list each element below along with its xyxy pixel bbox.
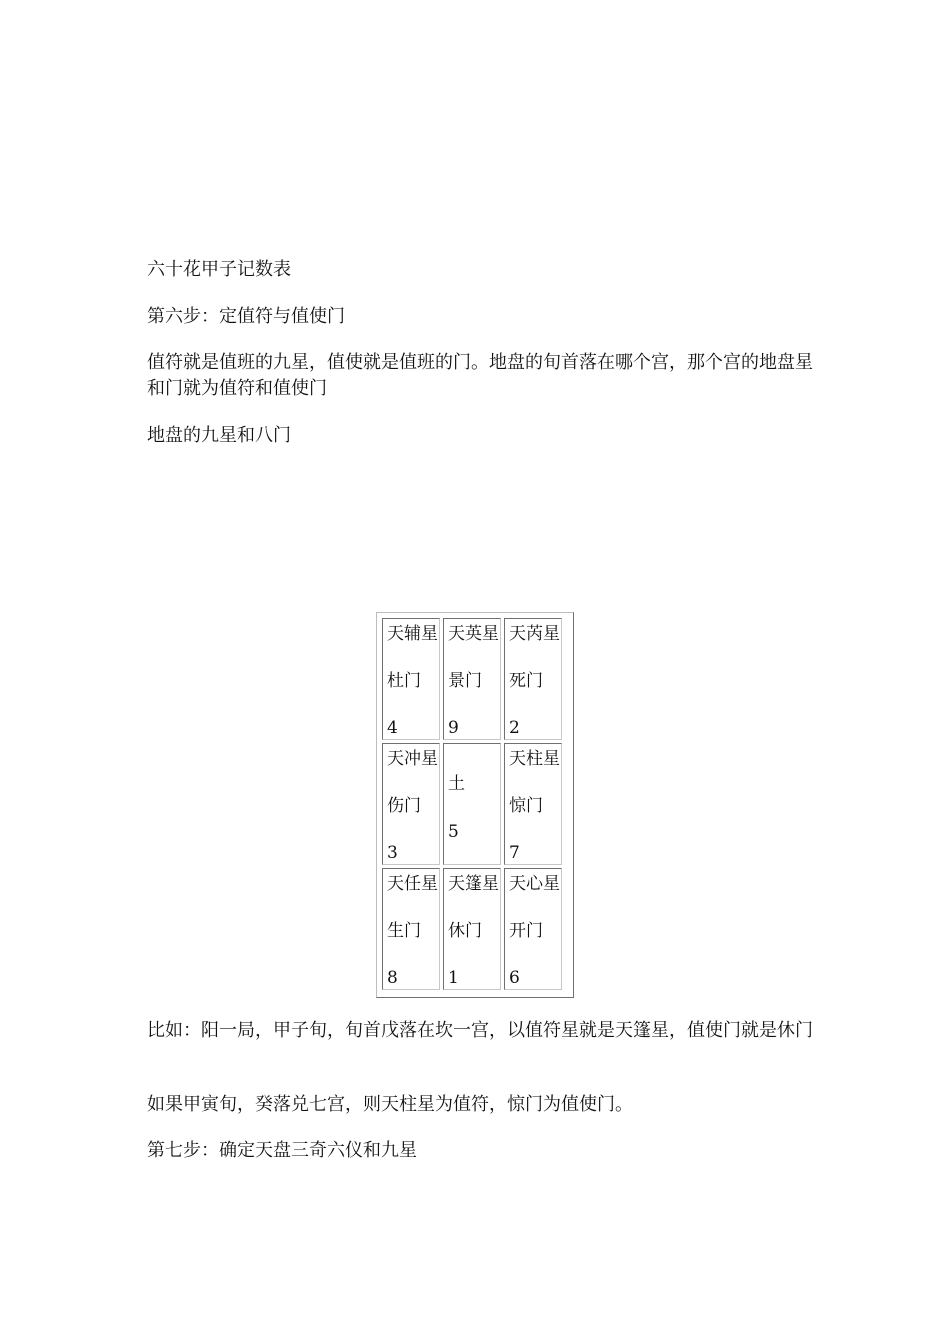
star-name: 天芮星 — [509, 624, 560, 644]
earth-plate-caption: 地盘的九星和八门 — [147, 425, 291, 446]
door-name: 死门 — [509, 671, 543, 691]
palace-number: 9 — [448, 718, 459, 738]
door-name: 景门 — [448, 671, 482, 691]
door-name: 开门 — [509, 921, 543, 941]
palace-cell-4 — [382, 618, 440, 740]
star-name: 天任星 — [387, 874, 438, 894]
door-name: 伤门 — [387, 796, 421, 816]
zhifu-zhishi-explanation: 值符就是值班的九星，值使就是值班的门。地盘的旬首落在哪个宫，那个宫的地盘星和门就为值符和值使门 — [147, 352, 813, 399]
table-row — [382, 618, 562, 740]
palace-number: 7 — [509, 843, 520, 863]
palace-cell-6 — [504, 868, 562, 990]
palace-cell-1 — [443, 868, 501, 990]
star-name: 天心星 — [509, 874, 560, 894]
example-yang-one: 比如：阳一局，甲子旬，旬首戊落在坎一宫，以值符星就是天篷星，值使门就是休门 — [147, 1020, 813, 1041]
table-row — [382, 743, 562, 865]
door-name: 惊门 — [509, 796, 543, 816]
palace-number: 5 — [448, 822, 459, 842]
step-seven-heading: 第七步：确定天盘三奇六仪和九星 — [147, 1140, 417, 1161]
palace-cell-7 — [504, 743, 562, 865]
earth-element: 土 — [448, 774, 465, 794]
heading-sixty-jiazi-table: 六十花甲子记数表 — [147, 259, 291, 280]
star-name: 天英星 — [448, 624, 499, 644]
nine-palace-table — [376, 612, 574, 998]
palace-cell-2 — [504, 618, 562, 740]
palace-cell-8 — [382, 868, 440, 990]
palace-cell-5-center — [443, 743, 501, 865]
palace-number: 1 — [448, 968, 459, 988]
example-jiayin: 如果甲寅旬，癸落兑七宫，则天柱星为值符，惊门为值使门。 — [147, 1094, 633, 1115]
palace-number: 3 — [387, 843, 398, 863]
palace-cell-9 — [443, 618, 501, 740]
nine-palace-grid — [379, 615, 565, 993]
palace-number: 4 — [387, 718, 398, 738]
palace-cell-3 — [382, 743, 440, 865]
step-six-heading: 第六步：定值符与值使门 — [147, 306, 345, 327]
palace-number: 8 — [387, 968, 398, 988]
star-name: 天冲星 — [387, 749, 438, 769]
door-name: 生门 — [387, 921, 421, 941]
star-name: 天柱星 — [509, 749, 560, 769]
palace-number: 2 — [509, 718, 520, 738]
door-name: 休门 — [448, 921, 482, 941]
table-row — [382, 868, 562, 990]
star-name: 天辅星 — [387, 624, 438, 644]
door-name: 杜门 — [387, 671, 421, 691]
star-name: 天篷星 — [448, 874, 499, 894]
palace-number: 6 — [509, 968, 520, 988]
